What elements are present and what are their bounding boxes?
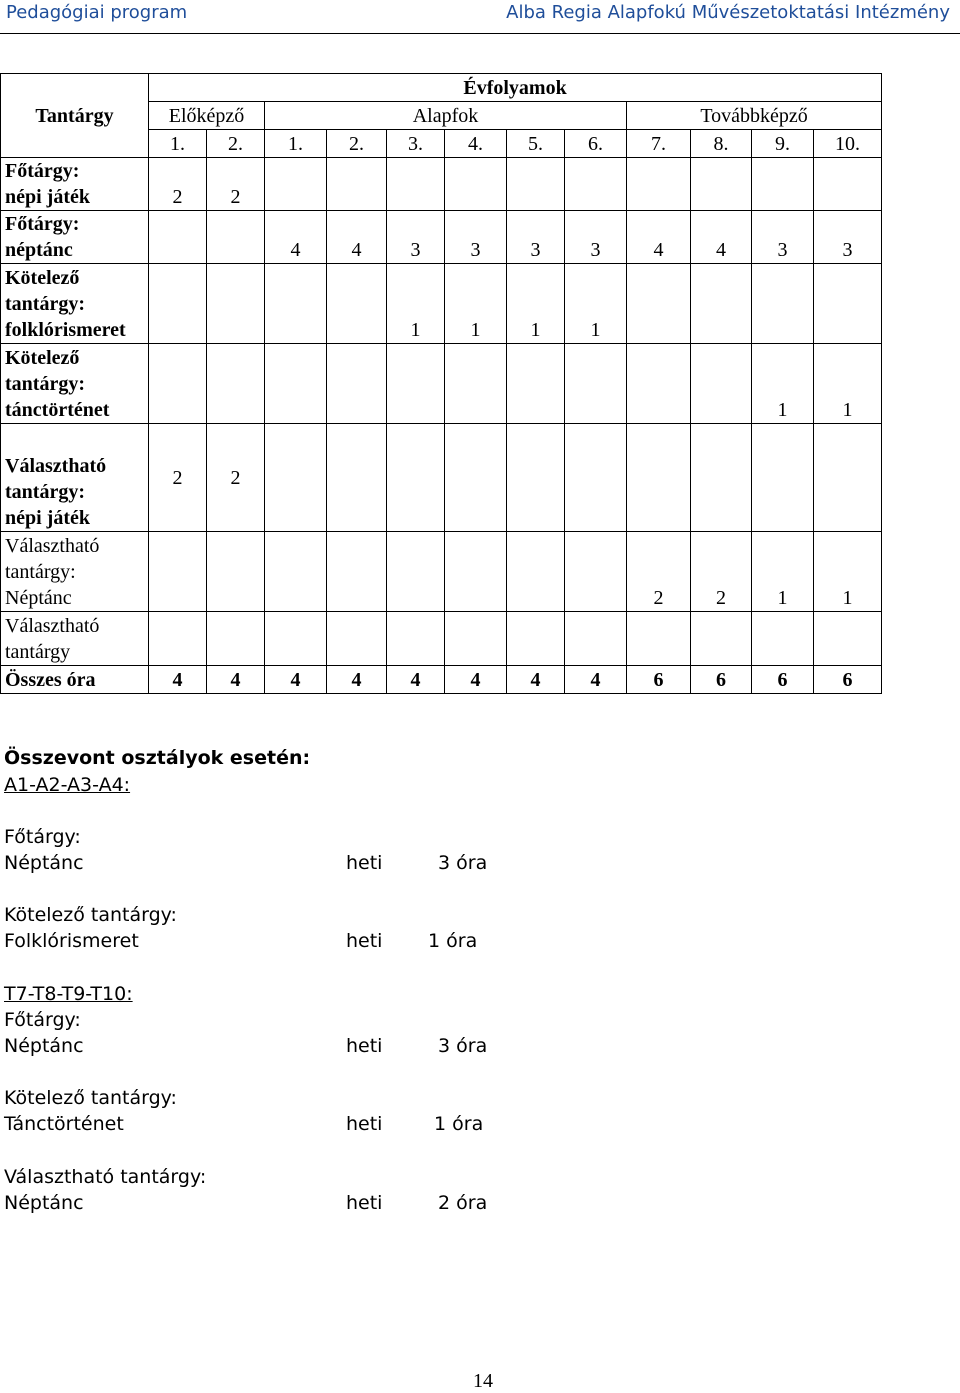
subject-label-line: Főtárgy: — [5, 160, 80, 182]
hours-cell: 3 — [752, 211, 814, 264]
hours-cell — [149, 612, 207, 666]
subject-label-line: népi játék — [5, 186, 90, 208]
hours-cell — [565, 612, 627, 666]
subject-label-line: Kötelező — [5, 347, 80, 369]
hours-cell: 1 — [814, 344, 882, 424]
subject-label — [1, 612, 149, 666]
subject-row — [1, 158, 882, 211]
g2-opt-freq: heti — [346, 1192, 383, 1214]
hours-cell — [207, 344, 265, 424]
hours-cell — [207, 264, 265, 344]
hours-cell — [752, 612, 814, 666]
hours-cell: 2 — [207, 424, 265, 532]
hours-cell — [445, 612, 507, 666]
subject-row — [1, 612, 882, 666]
g2-main-hours: 3 óra — [438, 1035, 488, 1057]
subject-label — [1, 344, 149, 424]
hours-cell — [507, 612, 565, 666]
hours-cell: 1 — [752, 532, 814, 612]
grade-header: 4. — [445, 130, 507, 158]
hours-cell — [691, 424, 752, 532]
g2-opt-label: Választható tantárgy: — [4, 1166, 207, 1188]
hours-cell — [507, 424, 565, 532]
hours-cell: 2 — [149, 424, 207, 532]
hours-cell — [265, 264, 327, 344]
hours-cell: 1 — [565, 264, 627, 344]
subject-label-line: tánctörténet — [5, 399, 110, 421]
total-cell: 4 — [387, 666, 445, 694]
subject-row — [1, 532, 882, 612]
g2-main-label: Főtárgy: — [4, 1009, 81, 1031]
hours-cell — [691, 158, 752, 211]
g1-main-freq: heti — [346, 852, 383, 874]
subject-row — [1, 344, 882, 424]
hours-cell — [445, 532, 507, 612]
g2-opt-hours: 2 óra — [438, 1192, 488, 1214]
hours-cell — [627, 612, 691, 666]
subject-label-line: Választható — [5, 615, 100, 637]
hours-cell — [627, 264, 691, 344]
hours-cell: 3 — [507, 211, 565, 264]
hours-cell — [445, 344, 507, 424]
hours-cell — [814, 424, 882, 532]
subject-label-line: tantárgy: — [5, 561, 76, 583]
subject-header: Tantárgy — [1, 74, 149, 158]
hours-cell — [752, 424, 814, 532]
hours-cell: 1 — [387, 264, 445, 344]
hours-cell: 4 — [265, 211, 327, 264]
hours-cell — [149, 532, 207, 612]
grade-header: 2. — [327, 130, 387, 158]
grade-header: 1. — [149, 130, 207, 158]
grade-header: 7. — [627, 130, 691, 158]
g2-req-label: Kötelező tantárgy: — [4, 1087, 177, 1109]
g1-main-hours: 3 óra — [438, 852, 488, 874]
hours-cell — [507, 344, 565, 424]
g1-main-subject: Néptánc — [4, 852, 84, 874]
hours-cell — [327, 264, 387, 344]
g1-req-hours: 1 óra — [428, 930, 478, 952]
g2-main-subject: Néptánc — [4, 1035, 84, 1057]
subject-row — [1, 424, 882, 532]
hours-cell — [327, 612, 387, 666]
subject-label — [1, 264, 149, 344]
hours-cell — [265, 158, 327, 211]
grade-header: 10. — [814, 130, 882, 158]
subject-label-line: tantárgy: — [5, 481, 85, 503]
hours-cell — [265, 532, 327, 612]
total-cell: 6 — [627, 666, 691, 694]
g2-req-hours: 1 óra — [434, 1113, 484, 1135]
hours-cell — [445, 424, 507, 532]
hours-cell: 2 — [691, 532, 752, 612]
subject-label — [1, 532, 149, 612]
years-header: Évfolyamok — [149, 74, 882, 102]
subject-row — [1, 264, 882, 344]
grade-header: 1. — [265, 130, 327, 158]
hours-cell — [149, 344, 207, 424]
total-cell: 4 — [265, 666, 327, 694]
total-cell: 4 — [565, 666, 627, 694]
subject-label-line: népi játék — [5, 507, 90, 529]
grade-header: 8. — [691, 130, 752, 158]
hours-cell: 3 — [814, 211, 882, 264]
subject-label-line: tantárgy — [5, 641, 71, 663]
grade-header: 2. — [207, 130, 265, 158]
g2-req-freq: heti — [346, 1113, 383, 1135]
g1-req-subject: Folklórismeret — [4, 930, 139, 952]
hours-table — [0, 73, 882, 694]
hours-cell — [207, 532, 265, 612]
hours-cell — [387, 612, 445, 666]
group-a-title: A1-A2-A3-A4: — [4, 774, 131, 796]
group-header-elokepzo: Előképző — [149, 102, 265, 130]
g1-req-freq: heti — [346, 930, 383, 952]
hours-cell — [327, 158, 387, 211]
grade-header: 6. — [565, 130, 627, 158]
group-t-title: T7-T8-T9-T10: — [4, 983, 133, 1005]
subject-label-line: Kötelező — [5, 267, 80, 289]
hours-cell — [627, 158, 691, 211]
total-cell: 6 — [752, 666, 814, 694]
total-row — [1, 666, 882, 694]
hours-cell — [565, 424, 627, 532]
hours-cell — [752, 264, 814, 344]
total-cell: 4 — [507, 666, 565, 694]
hours-cell — [814, 264, 882, 344]
hours-cell — [265, 344, 327, 424]
hours-cell — [565, 344, 627, 424]
hours-table-container — [0, 73, 882, 694]
total-cell: 4 — [149, 666, 207, 694]
hours-cell: 1 — [752, 344, 814, 424]
hours-cell: 1 — [814, 532, 882, 612]
g2-opt-subject: Néptánc — [4, 1192, 84, 1214]
hours-cell — [814, 612, 882, 666]
hours-cell: 1 — [507, 264, 565, 344]
hours-cell — [387, 532, 445, 612]
hours-cell: 4 — [327, 211, 387, 264]
hours-cell — [207, 612, 265, 666]
hours-cell — [565, 532, 627, 612]
subject-label — [1, 424, 149, 532]
hours-cell — [445, 158, 507, 211]
total-cell: 6 — [691, 666, 752, 694]
g2-main-freq: heti — [346, 1035, 383, 1057]
hours-cell — [327, 344, 387, 424]
total-cell: 4 — [207, 666, 265, 694]
subject-label-line: folklórismeret — [5, 319, 126, 341]
hours-cell — [149, 211, 207, 264]
hours-cell: 1 — [445, 264, 507, 344]
group-header-tovabbkepzo: Továbbképző — [627, 102, 882, 130]
subject-label — [1, 158, 149, 211]
hours-cell — [265, 424, 327, 532]
subject-label-line: Választható — [5, 535, 100, 557]
hours-cell — [691, 264, 752, 344]
subject-label-line: Főtárgy: — [5, 213, 80, 235]
hours-cell — [387, 424, 445, 532]
hours-cell — [752, 158, 814, 211]
g1-req-label: Kötelező tantárgy: — [4, 904, 177, 926]
hours-cell — [387, 344, 445, 424]
hours-cell: 4 — [627, 211, 691, 264]
hours-cell — [149, 264, 207, 344]
grade-header: 3. — [387, 130, 445, 158]
subject-label-line: tantárgy: — [5, 373, 85, 395]
hours-cell — [265, 612, 327, 666]
hours-cell — [327, 532, 387, 612]
hours-cell: 3 — [387, 211, 445, 264]
subject-label-line: néptánc — [5, 239, 73, 261]
subject-label-line: Választható — [5, 455, 107, 477]
hours-cell: 3 — [565, 211, 627, 264]
hours-cell — [507, 532, 565, 612]
total-cell: 6 — [814, 666, 882, 694]
total-cell: 4 — [327, 666, 387, 694]
hours-table-body — [1, 158, 882, 694]
g1-main-label: Főtárgy: — [4, 826, 81, 848]
hours-cell — [387, 158, 445, 211]
hours-cell — [627, 424, 691, 532]
hours-cell — [207, 211, 265, 264]
total-label: Összes óra — [1, 666, 149, 694]
g2-req-subject: Tánctörténet — [4, 1113, 124, 1135]
hours-cell — [327, 424, 387, 532]
hours-cell: 3 — [445, 211, 507, 264]
hours-cell — [814, 158, 882, 211]
header-program-title: Pedagógiai program — [6, 2, 188, 23]
hours-cell — [691, 344, 752, 424]
page-number: 14 — [473, 1370, 493, 1392]
hours-cell — [691, 612, 752, 666]
hours-cell: 4 — [691, 211, 752, 264]
group-header-alapfok: Alapfok — [265, 102, 627, 130]
notes-title: Összevont osztályok esetén: — [4, 747, 311, 769]
grade-header: 9. — [752, 130, 814, 158]
header-institution-name: Alba Regia Alapfokú Művészetoktatási Intézmény — [506, 2, 950, 23]
hours-cell: 2 — [627, 532, 691, 612]
subject-label — [1, 211, 149, 264]
hours-cell — [507, 158, 565, 211]
subject-label-line: tantárgy: — [5, 293, 85, 315]
hours-cell: 2 — [149, 158, 207, 211]
subject-row — [1, 211, 882, 264]
grade-header: 5. — [507, 130, 565, 158]
header-divider — [0, 33, 960, 34]
hours-cell: 2 — [207, 158, 265, 211]
hours-cell — [565, 158, 627, 211]
hours-cell — [627, 344, 691, 424]
subject-label-line: Néptánc — [5, 587, 72, 609]
total-cell: 4 — [445, 666, 507, 694]
